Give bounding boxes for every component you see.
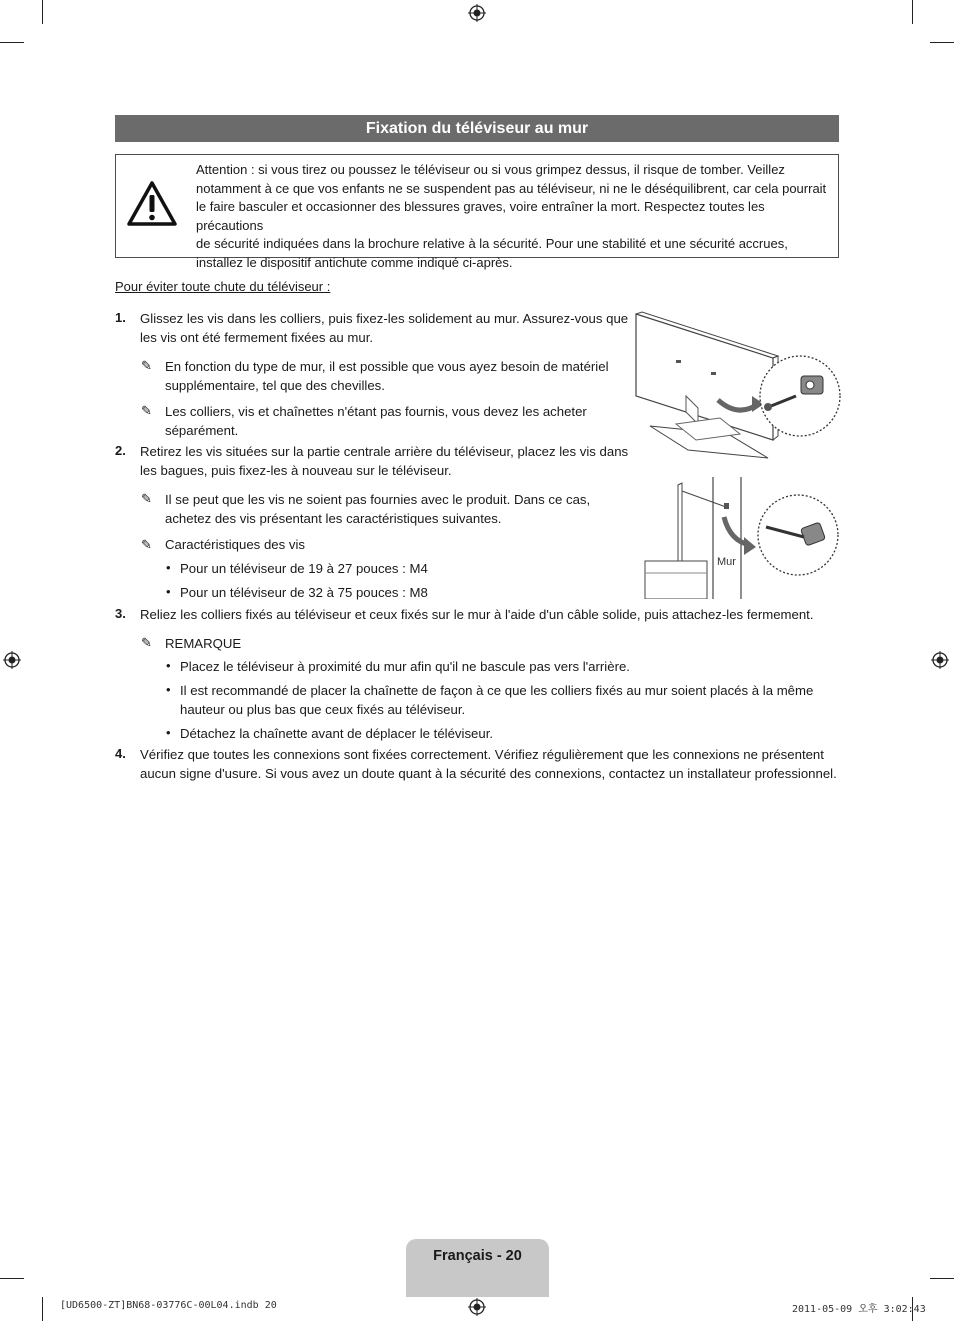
crop-mark <box>930 42 954 43</box>
warning-line: installez le dispositif antichute comme indiqué ci-après. <box>196 254 513 270</box>
note-icon: ✎ <box>141 358 153 373</box>
warning-triangle-icon <box>126 180 178 228</box>
warning-box <box>115 154 839 270</box>
note-text: En fonction du type de mur, il est possible que vous ayez besoin de matériel <box>165 359 609 374</box>
note-icon: ✎ <box>141 635 153 650</box>
registration-mark-icon <box>931 651 949 669</box>
registration-mark-icon <box>468 4 486 22</box>
note-icon: ✎ <box>141 491 153 506</box>
note-icon: ✎ <box>141 403 153 418</box>
bullet-text: Placez le téléviseur à proximité du mur afin qu'il ne bascule pas vers l'arrière. <box>180 659 630 674</box>
warning-line: : si vous tirez ou poussez le téléviseur ou si vous grimpez dessus, il risque de tomber. Veillez <box>247 162 785 177</box>
warning-text <box>196 161 832 273</box>
note-text: Caractéristiques des vis <box>165 537 305 552</box>
warning-line: de sécurité indiquées dans la brochure relative à la sécurité. Pour une stabilité et une sécurité accrues, <box>196 236 788 252</box>
step-text: Retirez les vis situées sur la partie centrale arrière du téléviseur, placez les vis dans <box>140 444 629 459</box>
warning-line: le faire basculer et occasionner des blessures graves, voire entraîner la mort. Respectez toutes les précautions <box>196 199 765 233</box>
bullet-dot: • <box>166 584 171 599</box>
page-number: Français - 20 <box>433 1248 522 1264</box>
step-number: 3. <box>115 606 126 621</box>
bullet-dot: • <box>166 682 171 697</box>
note-text: Les colliers, vis et chaînettes n'étant pas fournis, vous devez les acheter <box>165 404 587 419</box>
step-number: 2. <box>115 443 126 458</box>
bullet-text: Il est recommandé de placer la chaînette de façon à ce que les colliers fixés au mur soient placés à la même <box>180 683 814 698</box>
crop-mark <box>42 1297 43 1321</box>
bullet-dot: • <box>166 658 171 673</box>
crop-mark <box>912 0 913 24</box>
bullet-text: Pour un téléviseur de 19 à 27 pouces : M4 <box>180 561 428 576</box>
step-number: 1. <box>115 310 126 325</box>
step-text: Vérifiez que toutes les connexions sont fixées correctement. Vérifiez régulièrement que les connexions ne présentent <box>140 747 824 762</box>
wall-label: Mur <box>717 556 736 568</box>
registration-mark-icon <box>3 651 21 669</box>
crop-mark <box>42 0 43 24</box>
section-title-text: Fixation du téléviseur au mur <box>365 119 589 137</box>
note-text: Il se peut que les vis ne soient pas fournies avec le produit. Dans ce cas, <box>165 492 591 507</box>
bullet-text: Pour un téléviseur de 32 à 75 pouces : M8 <box>180 585 428 600</box>
warning-line: notamment à ce que vos enfants ne se suspendent pas au téléviseur, ni ne le déséquilibrent, car cela pourrait <box>196 180 827 196</box>
step-text: les vis ont été fermement fixées au mur. <box>140 330 374 345</box>
subheading: Pour éviter toute chute du téléviseur : <box>115 279 331 294</box>
note-heading: REMARQUE <box>165 636 242 651</box>
bullet-text: Détachez la chaînette avant de déplacer le téléviseur. <box>180 726 494 741</box>
step-text: Glissez les vis dans les colliers, puis fixez-les solidement au mur. Assurez-vous que <box>140 311 629 326</box>
bullet-dot: • <box>166 725 171 740</box>
warning-lead: Attention <box>196 162 248 177</box>
crop-mark <box>930 1278 954 1279</box>
note-text: supplémentaire, tel que des chevilles. <box>165 378 385 393</box>
step-text: Reliez les colliers fixés au téléviseur et ceux fixés sur le mur à l'aide d'un câble solide, puis attachez-les fermement. <box>140 607 814 622</box>
step-text: les bagues, puis fixez-les à nouveau sur le téléviseur. <box>140 463 452 478</box>
note-icon: ✎ <box>141 537 153 552</box>
crop-mark <box>0 42 24 43</box>
note-text: achetez des vis présentant les caractéristiques suivantes. <box>165 511 502 526</box>
file-info: [UD6500-ZT]BN68-03776C-00L04.indb 20 <box>60 1300 277 1311</box>
bullet-dot: • <box>166 560 171 575</box>
page-number-tab <box>406 1239 549 1297</box>
print-timestamp: 2011-05-09 오후 3:02:43 <box>792 1304 926 1315</box>
step-text: aucun signe d'usure. Si vous avez un doute quant à la sécurité des connexions, contactez un installateur professionnel. <box>140 766 837 781</box>
step-number: 4. <box>115 746 126 761</box>
crop-mark <box>0 1278 24 1279</box>
tv-rear-illustration <box>628 308 843 463</box>
note-text: séparément. <box>165 423 239 438</box>
section-title <box>115 115 839 142</box>
wall-anchor-illustration <box>640 477 845 599</box>
registration-mark-icon <box>468 1298 486 1316</box>
bullet-text: hauteur ou plus bas que ceux fixés au téléviseur. <box>180 702 466 717</box>
